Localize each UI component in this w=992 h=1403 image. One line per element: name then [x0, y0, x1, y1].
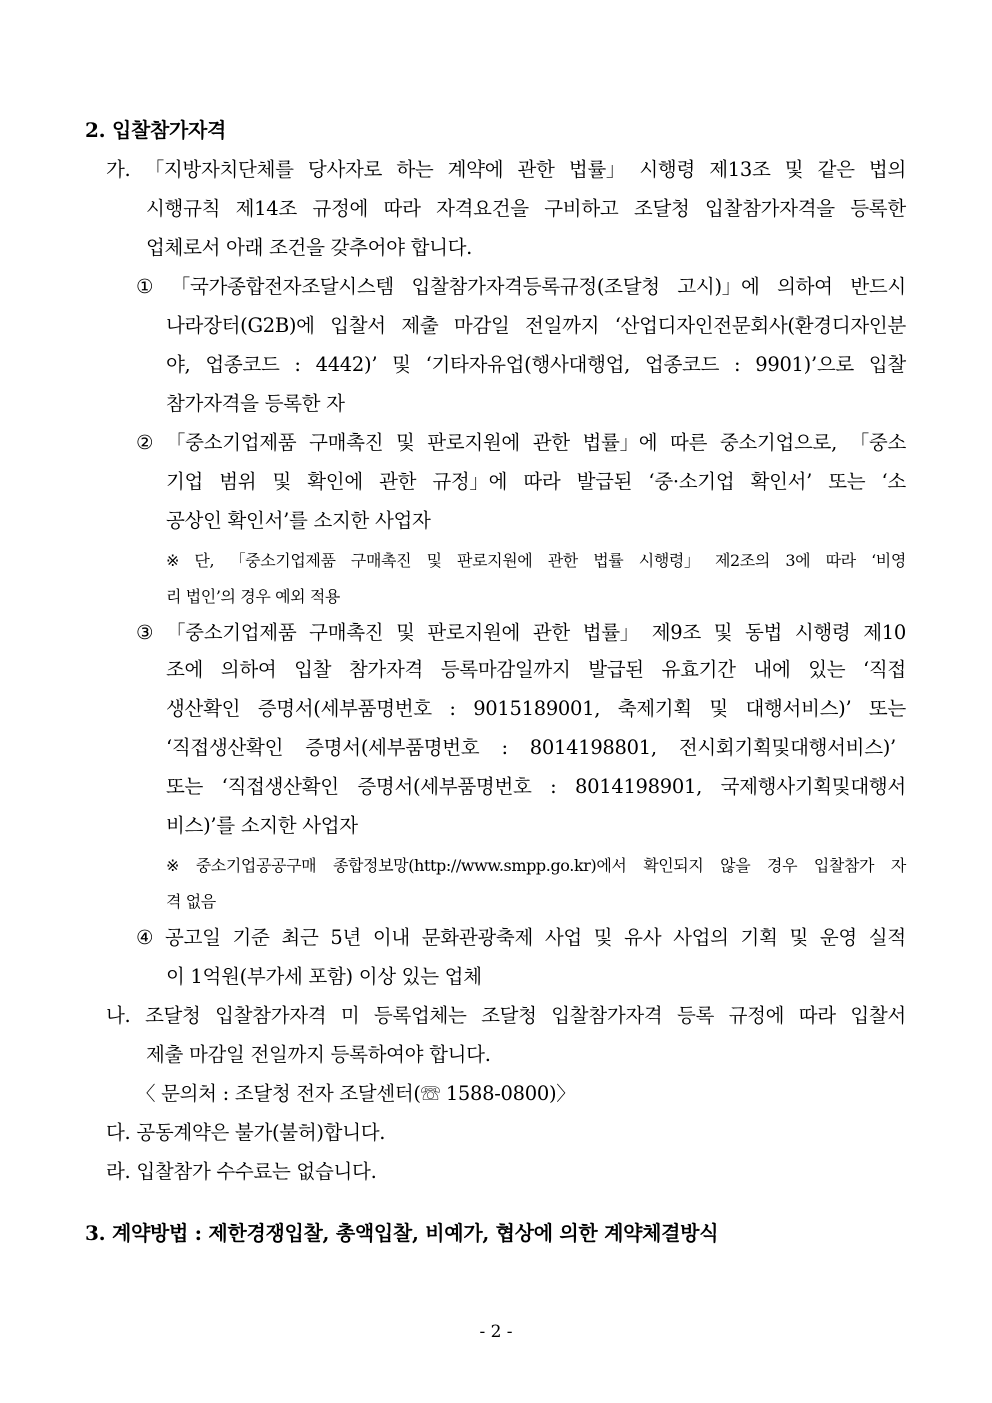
- word: 구비하고: [544, 197, 619, 220]
- word: 입찰참가자격등록규정(조달청: [411, 275, 660, 298]
- word: 마감일: [453, 314, 510, 337]
- item-3-note-line-1: [166, 855, 906, 877]
- word: 계약에: [447, 158, 504, 181]
- item-4-line-2: 이 1억원(부가세 포함) 이상 있는 업체: [166, 965, 482, 988]
- word: 참가자격: [348, 658, 424, 681]
- word: ①: [136, 275, 154, 298]
- word: 기업: [166, 470, 204, 493]
- word: 구매촉진: [350, 551, 412, 570]
- item-3-line-2: [166, 657, 906, 683]
- word: 최근: [281, 926, 319, 949]
- word: 고시)」에: [677, 275, 760, 298]
- word: 입찰: [868, 353, 906, 376]
- word: ※: [166, 551, 180, 570]
- word: 등록한: [850, 197, 906, 220]
- word: :: [449, 697, 456, 720]
- word: 있는: [808, 658, 846, 681]
- word: 증명서(세부품명번호: [257, 697, 432, 720]
- ga-line-1: [106, 157, 906, 183]
- word: 조달청: [633, 197, 690, 220]
- item-3-line-4: [166, 735, 896, 761]
- word: 당사자로: [307, 158, 383, 181]
- word: 발급된: [576, 470, 633, 493]
- word: 및: [713, 621, 733, 644]
- item-2-note-line-2: 리 법인’의 경우 예외 적용: [166, 587, 340, 606]
- word: ‘중·소기업: [648, 470, 735, 493]
- word: 문화관광축제: [421, 926, 533, 949]
- word: 시행령: [794, 621, 851, 644]
- word: 및: [272, 470, 292, 493]
- word: :: [734, 353, 741, 376]
- word: 및: [709, 697, 728, 720]
- word: 확인되지: [643, 856, 704, 875]
- word: 반드시: [850, 275, 906, 298]
- word: 구매촉진: [309, 431, 384, 454]
- word: 야,: [166, 353, 191, 376]
- word: 사업의: [673, 926, 729, 949]
- word: 입찰참가: [813, 856, 875, 875]
- page-number: - 2 -: [479, 1322, 513, 1342]
- item-2-line-3: 공상인 확인서’를 소지한 사업자: [166, 509, 431, 532]
- word: 9901)’으로: [755, 353, 854, 376]
- word: ‘비영: [871, 551, 906, 570]
- word: 의하여: [220, 658, 277, 681]
- word: 입찰참가자격: [551, 1004, 663, 1027]
- word: 입찰: [294, 658, 332, 681]
- word: 시행규칙: [146, 197, 221, 220]
- word: 입찰서: [330, 314, 386, 337]
- word: 제10: [863, 621, 906, 644]
- word: 입찰서: [850, 1004, 906, 1027]
- word: 법률」에: [582, 431, 658, 454]
- word: 「지방자치단체를: [144, 158, 294, 181]
- word: 8014198901,: [575, 775, 702, 798]
- word: 제14조: [235, 197, 297, 220]
- word: 의하여: [777, 275, 833, 298]
- word: 종합정보망(http://www.smpp.go.kr)에서: [332, 856, 627, 875]
- word: 실적: [868, 926, 906, 949]
- item-1-line-2: [166, 313, 906, 339]
- word: 및: [395, 431, 415, 454]
- word: 중소기업으로,: [719, 431, 837, 454]
- item-3-line-5: [166, 774, 906, 800]
- word: ‘기타자유업(행사대행업,: [425, 353, 631, 376]
- word: 「중소: [849, 431, 906, 454]
- word: 미: [340, 1004, 360, 1027]
- item-3-line-1: [136, 620, 906, 646]
- word: :: [294, 353, 301, 376]
- word: 「국가종합전자조달시스템: [170, 275, 394, 298]
- item-2-line-2: [166, 469, 906, 495]
- item-1-line-3: [166, 352, 906, 378]
- word: 축제기획: [617, 697, 692, 720]
- word: 또는: [166, 775, 204, 798]
- section-3-heading: 3. 계약방법 : 제한경쟁입찰, 총액입찰, 비예가, 협상에 의한 계약체결방식: [85, 1221, 719, 1245]
- word: 법의: [868, 158, 906, 181]
- word: ‘직접생산확인: [166, 736, 284, 759]
- word: 법률」: [568, 158, 626, 181]
- word: 따라: [825, 551, 856, 570]
- word: 유효기간: [661, 658, 736, 681]
- word: 제9조: [651, 621, 701, 644]
- word: 「중소기업제품: [165, 431, 297, 454]
- word: 따라: [523, 470, 561, 493]
- word: 판로지원에: [427, 621, 521, 644]
- word: 전일까지: [525, 314, 600, 337]
- item-1-line-1: [136, 274, 906, 300]
- word: 조달청: [144, 1004, 201, 1027]
- item-3-note-line-2: 격 없음: [166, 892, 216, 911]
- word: 단,: [194, 551, 215, 570]
- word: 발급된: [588, 658, 644, 681]
- word: 따라: [383, 197, 421, 220]
- word: 국제행사기획및대행서: [720, 775, 906, 798]
- word: 등록업체는: [373, 1004, 467, 1027]
- word: 판로지원에: [457, 551, 533, 570]
- word: 4442)’: [315, 353, 378, 376]
- word: 또는: [868, 697, 906, 720]
- word: 유사: [624, 926, 662, 949]
- word: ‘산업디자인전문회사(환경디자인분: [614, 314, 906, 337]
- word: 입찰참가자격: [215, 1004, 327, 1027]
- word: 나라장터(G2B)에: [166, 314, 315, 337]
- word: 시행령: [639, 158, 695, 181]
- word: 9015189001,: [473, 697, 601, 720]
- word: 및: [426, 551, 442, 570]
- word: 전시회기획및대행서비스)’: [678, 736, 896, 759]
- word: 않을: [720, 856, 751, 875]
- word: 기획: [740, 926, 778, 949]
- ga-line-2: [146, 196, 906, 222]
- word: 기준: [232, 926, 270, 949]
- word: 구매촉진: [309, 621, 384, 644]
- word: 경우: [767, 856, 798, 875]
- word: 나.: [106, 1004, 131, 1027]
- section-2-heading: 2. 입찰참가자격: [85, 118, 227, 142]
- word: 따른: [670, 431, 708, 454]
- word: 중소기업공공구매: [195, 856, 317, 875]
- word: ②: [136, 431, 154, 454]
- word: 8014198801,: [529, 736, 657, 759]
- word: ‘직접생산확인: [221, 775, 339, 798]
- word: 확인에: [307, 470, 363, 493]
- word: 대행서비스)’: [745, 697, 852, 720]
- word: 관한: [547, 551, 578, 570]
- word: 및: [784, 158, 804, 181]
- word: ④: [136, 926, 154, 949]
- word: 등록마감일까지: [440, 658, 571, 681]
- word: 증명서(세부품명번호: [305, 736, 480, 759]
- word: 관한: [379, 470, 417, 493]
- word: 사업: [544, 926, 582, 949]
- word: :: [550, 775, 557, 798]
- word: 법률: [593, 551, 624, 570]
- contact-info: 〈 문의처 : 조달청 전자 조달센터(☏ 1588-0800)〉: [136, 1082, 576, 1105]
- item-4-line-1: [136, 925, 906, 951]
- word: 및: [789, 926, 809, 949]
- item-2-note-line-1: [166, 550, 906, 572]
- word: 관한: [517, 158, 555, 181]
- word: ‘직접: [862, 658, 906, 681]
- word: 5년: [330, 926, 361, 949]
- word: 증명서(세부품명번호: [357, 775, 532, 798]
- word: 제출: [401, 314, 439, 337]
- word: 판로지원에: [427, 431, 520, 454]
- word: 입찰참가자격을: [705, 197, 835, 220]
- word: 또는: [828, 470, 866, 493]
- ga-line-3: 업체로서 아래 조건을 갖추어야 합니다.: [146, 236, 473, 259]
- word: 「중소기업제품: [229, 551, 336, 570]
- word: 「중소기업제품: [165, 621, 297, 644]
- word: 법률」: [582, 621, 639, 644]
- word: 가.: [106, 158, 131, 181]
- item-3-line-6: 비스)’를 소지한 사업자: [166, 814, 358, 837]
- item-2-line-1: [136, 430, 906, 456]
- word: 관한: [532, 621, 570, 644]
- word: 제13조: [709, 158, 771, 181]
- word: 규정」에: [432, 470, 508, 493]
- word: :: [501, 736, 508, 759]
- word: 및: [392, 353, 411, 376]
- word: 생산확인: [166, 697, 241, 720]
- word: 이내: [372, 926, 410, 949]
- word: 동법: [745, 621, 783, 644]
- word: 자격요건을: [436, 197, 529, 220]
- word: ③: [136, 621, 154, 644]
- word: 관한: [532, 431, 570, 454]
- word: 업종코드: [644, 353, 720, 376]
- na-line-1: [106, 1003, 906, 1029]
- word: 확인서’: [750, 470, 813, 493]
- word: 운영: [819, 926, 857, 949]
- word: 내에: [753, 658, 791, 681]
- word: 공고일: [165, 926, 221, 949]
- word: ※: [166, 856, 180, 875]
- word: 제2조의: [714, 551, 770, 570]
- word: 업종코드: [205, 353, 280, 376]
- word: 규정에: [312, 197, 369, 220]
- word: 및: [396, 621, 415, 644]
- ra-line: 라. 입찰참가 수수료는 없습니다.: [106, 1160, 377, 1183]
- word: 규정에: [728, 1004, 785, 1027]
- word: 따라: [798, 1004, 836, 1027]
- word: 범위: [219, 470, 257, 493]
- word: 3에: [785, 551, 811, 570]
- word: 조달청: [481, 1004, 537, 1027]
- item-3-line-3: [166, 696, 906, 722]
- word: 자: [890, 856, 906, 875]
- word: 등록: [677, 1004, 715, 1027]
- word: 조에: [166, 658, 204, 681]
- word: 하는: [396, 158, 434, 181]
- na-line-2: 제출 마감일 전일까지 등록하여야 합니다.: [146, 1043, 491, 1066]
- item-1-line-4: 참가자격을 등록한 자: [166, 392, 345, 415]
- word: 시행령」: [638, 551, 700, 570]
- word: ‘소: [881, 470, 906, 493]
- word: 같은: [817, 158, 855, 181]
- da-line: 다. 공동계약은 불가(불허)합니다.: [106, 1121, 386, 1144]
- word: 및: [593, 926, 613, 949]
